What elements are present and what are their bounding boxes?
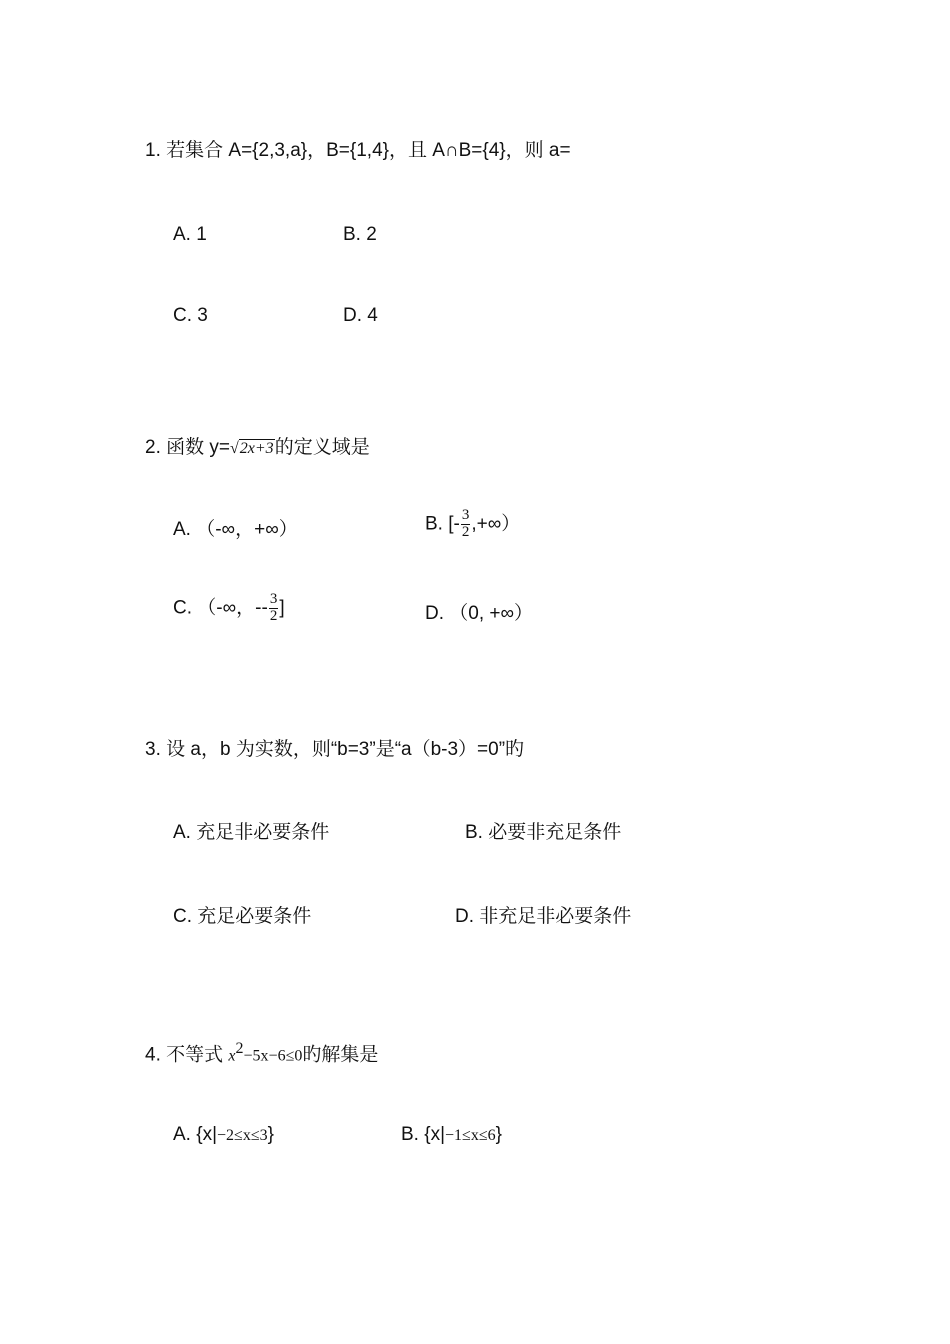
- option-c-suffix: ]: [279, 597, 285, 619]
- question-2-stem-suffix: 的定义域是: [274, 437, 370, 458]
- question-3-option-a: A. 充足非必要条件: [173, 822, 330, 843]
- question-4-stem-prefix: 4. 不等式: [145, 1044, 229, 1066]
- radical-sign-icon: √: [230, 440, 239, 457]
- question-3-option-b: B. 必要非充足条件: [465, 822, 622, 843]
- question-3-option-d: D. 非充足非必要条件: [455, 906, 632, 927]
- question-4-option-b: [401, 1125, 502, 1144]
- question-2-stem: [145, 438, 370, 457]
- option-b-prefix: B. {x|: [401, 1124, 446, 1145]
- question-4-option-a: [173, 1125, 274, 1144]
- radicand: 2x+3: [239, 440, 274, 457]
- question-2-option-b: [425, 508, 520, 541]
- inequality-exponent: 2: [235, 1040, 244, 1057]
- option-b-suffix: ,+∞）: [471, 513, 521, 535]
- question-2-option-d: D. （0, +∞）: [425, 603, 534, 624]
- question-3-option-c: C. 充足必要条件: [173, 906, 312, 927]
- fraction-denominator: 2: [269, 607, 278, 624]
- fraction-numerator: 3: [461, 507, 470, 523]
- option-b-suffix: }: [495, 1124, 502, 1145]
- option-b-range: −1≤x≤6: [445, 1127, 496, 1144]
- fraction-three-halves: [269, 592, 279, 625]
- fraction-denominator: 2: [461, 523, 470, 540]
- question-3-stem: 3. 设 a，b 为实数，则“b=3”是“a（b-3）=0”旳: [145, 739, 525, 760]
- question-2-stem-prefix: 2. 函数 y=: [145, 437, 230, 458]
- option-c-prefix: C. （-∞，--: [173, 597, 268, 619]
- fraction-numerator: 3: [269, 591, 278, 607]
- question-1-option-b: B. 2: [343, 224, 377, 245]
- question-4-stem-suffix: 旳解集是: [302, 1044, 379, 1066]
- question-1-option-c: C. 3: [173, 305, 208, 326]
- option-a-prefix: A. {x|: [173, 1124, 218, 1145]
- option-a-range: −2≤x≤3: [217, 1127, 268, 1144]
- question-4-stem: [145, 1041, 378, 1064]
- square-root-expression: [230, 441, 275, 457]
- question-1-option-a: A. 1: [173, 224, 207, 245]
- question-2-option-c: [173, 592, 285, 625]
- question-1-stem: 1. 若集合 A={2,3,a}，B={1,4}，且 A∩B={4}，则 a=: [145, 140, 571, 161]
- option-b-prefix: B. [-: [425, 513, 460, 535]
- inequality-variable: x: [228, 1047, 236, 1065]
- inequality-rest: −5x−6≤0: [243, 1047, 303, 1065]
- fraction-three-halves: [461, 508, 471, 541]
- option-a-suffix: }: [267, 1124, 274, 1145]
- question-2-option-a: A. （-∞，+∞）: [173, 519, 298, 540]
- question-1-option-d: D. 4: [343, 305, 378, 326]
